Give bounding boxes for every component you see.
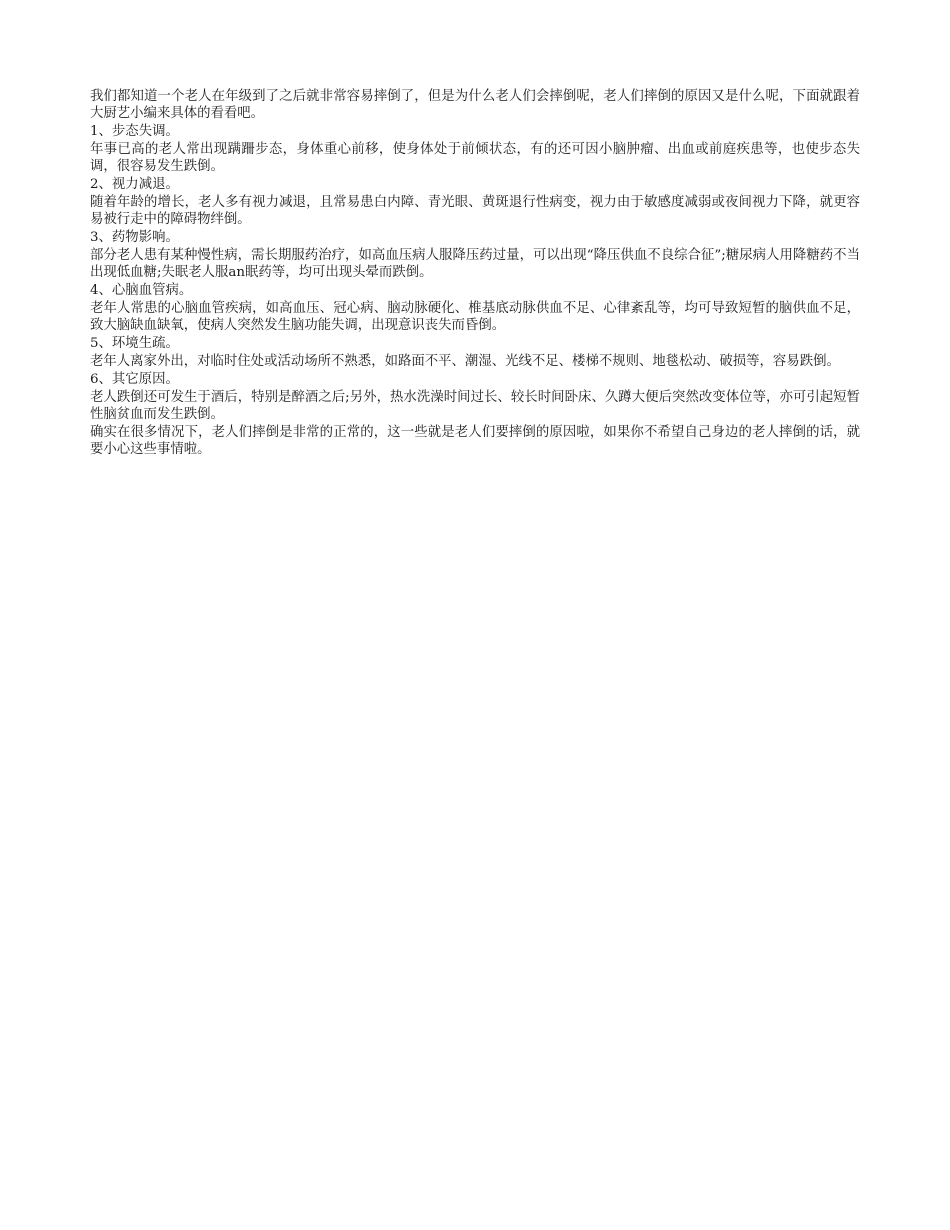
section-heading: 6、其它原因。 (90, 372, 179, 387)
conclusion-paragraph: 确实在很多情况下，老人们摔倒是非常的正常的，这一些就是老人们要摔倒的原因啦，如果你不希望自己身边的老人摔倒的话，就要小心这些事情啦。 (90, 425, 860, 457)
section-body: 老人跌倒还可发生于酒后，特别是醉酒之后;另外，热水洗澡时间过长、较长时间卧床、久蹲大便后突然改变体位等，亦可引起短暂性脑贫血而发生跌倒。 (90, 390, 860, 422)
section-body: 随着年龄的增长，老人多有视力减退，且常易患白内障、青光眼、黄斑退行性病变，视力由于敏感度减弱或夜间视力下降，就更容易被行走中的障碍物绊倒。 (90, 195, 860, 227)
section-body: 部分老人患有某种慢性病，需长期服药治疗，如高血压病人服降压药过量，可以出现“降压供血不良综合征”;糖尿病人用降糖药不当出现低血糖;失眠老人服an眠药等，均可出现头晕而跌倒。 (90, 248, 860, 280)
section-body: 年事已高的老人常出现蹒跚步态，身体重心前移，使身体处于前倾状态，有的还可因小脑肿瘤、出血或前庭疾患等，也使步态失调，很容易发生跌倒。 (90, 142, 860, 174)
section-heading: 4、心脑血管病。 (90, 283, 193, 298)
section-heading: 1、步态失调。 (90, 124, 179, 139)
section-heading: 3、药物影响。 (90, 230, 179, 245)
section-body: 老年人常患的心脑血管疾病，如高血压、冠心病、脑动脉硬化、椎基底动脉供血不足、心律紊乱等，均可导致短暂的脑供血不足，致大脑缺血缺氧，使病人突然发生脑功能失调，出现意识丧失而昏倒。 (90, 301, 860, 333)
document-body (90, 88, 860, 459)
section-body: 老年人离家外出，对临时住处或活动场所不熟悉，如路面不平、潮湿、光线不足、楼梯不规则、地毯松动、破损等，容易跌倒。 (90, 354, 840, 369)
section-heading: 2、视力减退。 (90, 177, 179, 192)
section-heading: 5、环境生疏。 (90, 336, 179, 351)
intro-paragraph: 我们都知道一个老人在年级到了之后就非常容易摔倒了，但是为什么老人们会摔倒呢，老人们摔倒的原因又是什么呢，下面就跟着大厨艺小编来具体的看看吧。 (90, 89, 860, 121)
